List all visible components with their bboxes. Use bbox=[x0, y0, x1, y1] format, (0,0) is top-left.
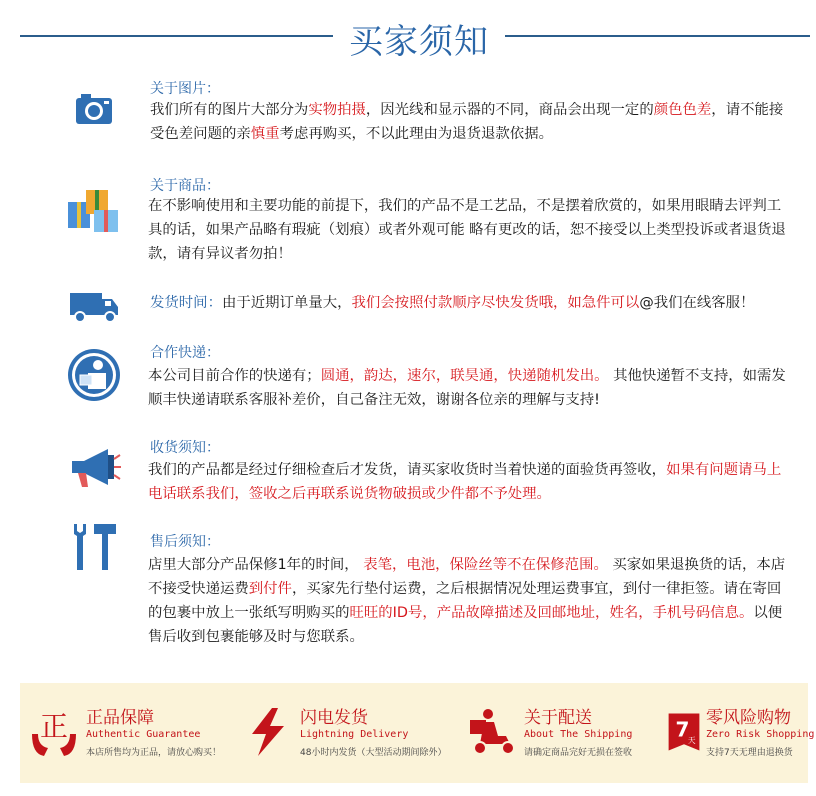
banner-subtitle: Authentic Guarantee bbox=[86, 729, 201, 740]
banner-title: 零风险购物 bbox=[706, 708, 791, 728]
banner-subtitle: Zero Risk Shopping bbox=[706, 729, 815, 740]
tools-icon bbox=[64, 516, 124, 576]
banner-item-lightning bbox=[242, 683, 447, 783]
seven-day-icon bbox=[664, 704, 704, 760]
lightning-icon bbox=[242, 704, 294, 760]
section-heading: 售后须知： bbox=[150, 534, 220, 550]
banner-title: 关于配送 bbox=[524, 708, 592, 728]
banner-title: 正品保障 bbox=[86, 708, 154, 728]
authentic-guarantee-icon bbox=[28, 704, 80, 760]
banner-subtitle: Lightning Delivery bbox=[300, 729, 409, 740]
delivery-truck-icon bbox=[64, 275, 124, 335]
banner-subtitle: About The Shipping bbox=[524, 729, 633, 740]
section-text: 在不影响使用和主要功能的前提下，我们的产品不是工艺品，不是摆着欣赏的，如果用眼睛去评判工具的话，如果产品略有瑕疵（划痕）或者外观可能 略有更改的话，恕不接受以上类型投诉或者退货退款，请有异议者勿拍！ bbox=[148, 198, 786, 262]
courier-person-icon bbox=[64, 345, 124, 405]
banner-note: 48小时内发货（大型活动期间除外） bbox=[300, 748, 447, 758]
gift-boxes-icon bbox=[64, 180, 124, 240]
header-rule-right bbox=[505, 35, 810, 37]
section-text: 店里大部分产品保修1年的时间， 表笔，电池，保险丝等不在保修范围。 买家如果退换货的话，本店不接受快递运费到付件，买家先行垫付运费，之后根据情况处理运费事宜，到付一律拒签。请在寄回的包裹中放上一张纸写明购买的旺旺的ID号，产品故障描述及回邮地址，姓名，手机号码信息。以便售后收到包裹能够及时与您联系。 bbox=[148, 557, 786, 645]
header-rule-left bbox=[20, 35, 333, 37]
section-text: 本公司目前合作的快递有；圆通，韵达，速尔，联昊通，快递随机发出。 其他快递暂不支持，如需发顺丰快递请联系客服补差价，自己备注无效，谢谢各位亲的理解与支持! bbox=[148, 368, 786, 408]
banner-item-zero-risk bbox=[662, 683, 815, 783]
section-heading: 合作快递： bbox=[150, 345, 220, 361]
section-heading: 关于商品： bbox=[150, 178, 220, 194]
svg-text:7: 7 bbox=[675, 717, 690, 742]
megaphone-icon bbox=[64, 437, 124, 497]
page-title: 买家须知 bbox=[349, 22, 489, 62]
banner-note: 请确定商品完好无损在签收 bbox=[524, 748, 633, 758]
banner-item-shipping bbox=[466, 683, 641, 783]
section-text: 我们所有的图片大部分为实物拍摄，因光线和显示器的不同，商品会出现一定的颜色色差，请不能接受色差问题的亲慎重考虑再购买，不以此理由为退货退款依据。 bbox=[150, 102, 784, 142]
camera-icon bbox=[64, 82, 124, 142]
section-heading: 收货须知： bbox=[150, 440, 220, 456]
banner-title: 闪电发货 bbox=[300, 708, 368, 728]
banner-note: 支持7天无理由退换货 bbox=[706, 748, 793, 758]
svg-text:正: 正 bbox=[39, 710, 69, 743]
banner-note: 本店所售均为正品，请放心购买！ bbox=[86, 748, 222, 758]
section-heading: 关于图片： bbox=[150, 81, 220, 97]
section-text: 发货时间：由于近期订单量大，我们会按照付款顺序尽快发货哦，如急件可以@我们在线客服！ bbox=[150, 295, 755, 311]
delivery-scooter-icon bbox=[466, 704, 518, 760]
section-heading: 发货时间： bbox=[150, 295, 222, 311]
guarantee-banner bbox=[20, 683, 815, 783]
banner-item-authentic bbox=[28, 683, 222, 783]
section-text: 我们的产品都是经过仔细检查后才发货，请买家收货时当着快递的面验货再签收，如果有问题请马上电话联系我们，签收之后再联系说货物破损或少件都不予处理。 bbox=[148, 462, 782, 502]
page-header bbox=[0, 0, 816, 70]
svg-text:天: 天 bbox=[687, 735, 696, 745]
